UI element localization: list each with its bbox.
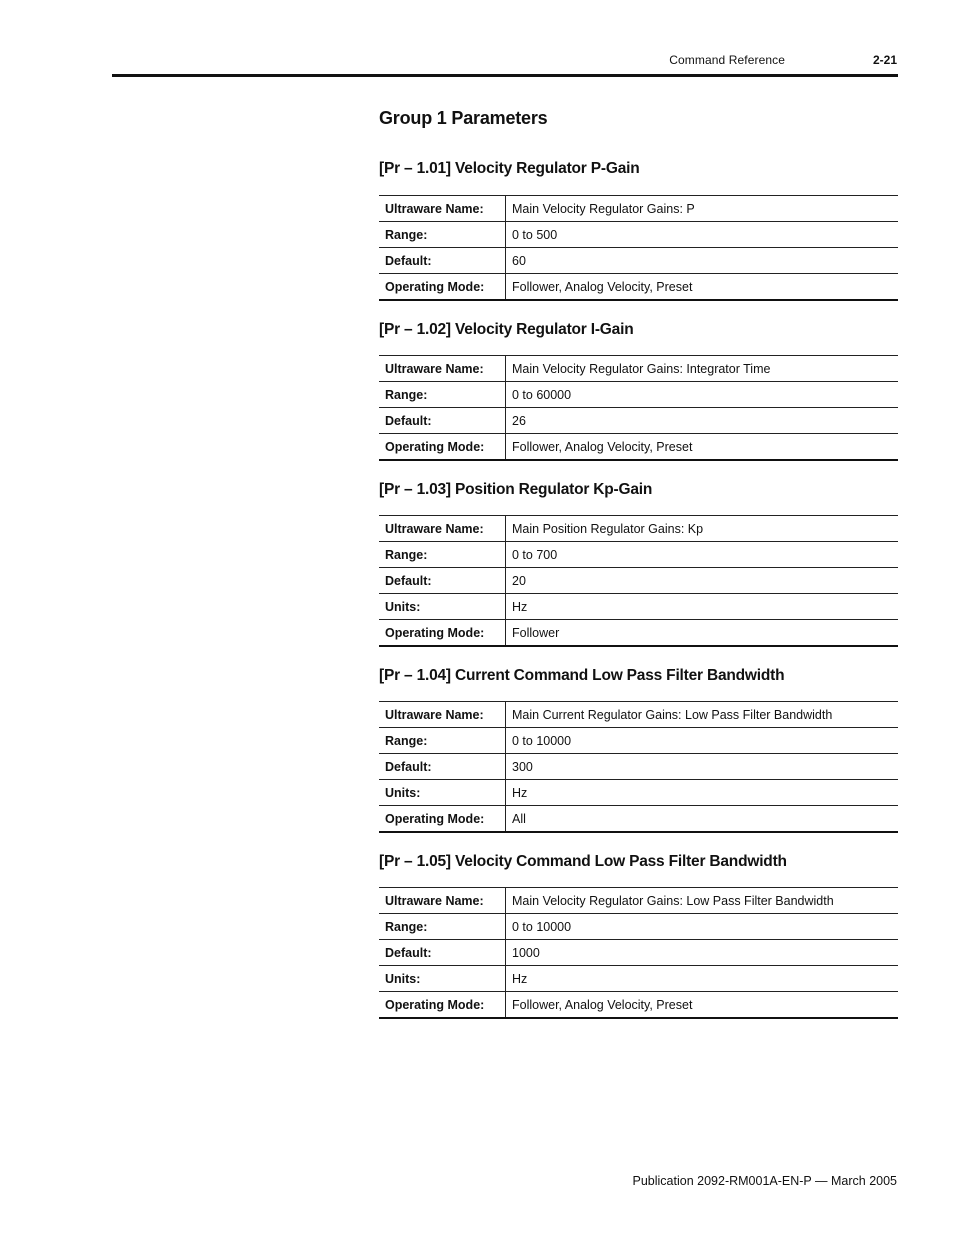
row-label: Ultraware Name: bbox=[379, 196, 506, 222]
row-value: 0 to 500 bbox=[506, 222, 899, 248]
page-header bbox=[0, 53, 897, 67]
row-value: All bbox=[506, 806, 899, 833]
row-label: Ultraware Name: bbox=[379, 888, 506, 914]
page-footer: Publication 2092-RM001A-EN-P — March 2005 bbox=[632, 1174, 897, 1188]
row-value: 0 to 10000 bbox=[506, 914, 899, 940]
table-row bbox=[379, 914, 898, 940]
table-row bbox=[379, 222, 898, 248]
table-row bbox=[379, 196, 898, 222]
row-label: Range: bbox=[379, 914, 506, 940]
table-row bbox=[379, 992, 898, 1019]
row-label: Operating Mode: bbox=[379, 620, 506, 647]
row-value: 26 bbox=[506, 408, 899, 434]
row-value: 300 bbox=[506, 754, 899, 780]
row-value: 0 to 60000 bbox=[506, 382, 899, 408]
row-label: Range: bbox=[379, 728, 506, 754]
row-value: 1000 bbox=[506, 940, 899, 966]
table-row bbox=[379, 382, 898, 408]
row-value: Main Velocity Regulator Gains: Low Pass Filter Bandwidth bbox=[506, 888, 899, 914]
param-table bbox=[379, 701, 898, 833]
row-value: 60 bbox=[506, 248, 899, 274]
row-value: Follower, Analog Velocity, Preset bbox=[506, 274, 899, 301]
table-row bbox=[379, 728, 898, 754]
row-value: Follower, Analog Velocity, Preset bbox=[506, 992, 899, 1019]
row-value: 0 to 10000 bbox=[506, 728, 899, 754]
table-row bbox=[379, 702, 898, 728]
row-value: Main Position Regulator Gains: Kp bbox=[506, 516, 899, 542]
group-title: Group 1 Parameters bbox=[379, 108, 548, 128]
row-value: Main Current Regulator Gains: Low Pass Filter Bandwidth bbox=[506, 702, 899, 728]
row-value: Main Velocity Regulator Gains: P bbox=[506, 196, 899, 222]
param-table bbox=[379, 515, 898, 647]
param-heading: [Pr – 1.02] Velocity Regulator I-Gain bbox=[379, 321, 634, 338]
table-row bbox=[379, 434, 898, 461]
row-label: Range: bbox=[379, 382, 506, 408]
table-row bbox=[379, 516, 898, 542]
row-value: Hz bbox=[506, 594, 899, 620]
row-label: Ultraware Name: bbox=[379, 702, 506, 728]
header-section-title: Command Reference bbox=[669, 53, 785, 67]
param-section-1-05 bbox=[379, 852, 898, 1019]
table-row bbox=[379, 780, 898, 806]
row-label: Default: bbox=[379, 568, 506, 594]
row-label: Units: bbox=[379, 594, 506, 620]
row-value: Hz bbox=[506, 966, 899, 992]
row-label: Ultraware Name: bbox=[379, 516, 506, 542]
param-table bbox=[379, 887, 898, 1019]
param-table bbox=[379, 195, 898, 301]
row-value: Hz bbox=[506, 780, 899, 806]
header-page-number: 2-21 bbox=[872, 53, 897, 67]
row-label: Operating Mode: bbox=[379, 434, 506, 461]
row-label: Range: bbox=[379, 542, 506, 568]
table-row bbox=[379, 408, 898, 434]
table-row bbox=[379, 542, 898, 568]
row-value: Follower bbox=[506, 620, 899, 647]
header-rule bbox=[112, 74, 898, 77]
table-row bbox=[379, 568, 898, 594]
table-row bbox=[379, 806, 898, 833]
table-row bbox=[379, 754, 898, 780]
row-label: Default: bbox=[379, 940, 506, 966]
row-label: Operating Mode: bbox=[379, 274, 506, 301]
row-label: Range: bbox=[379, 222, 506, 248]
param-section-1-03 bbox=[379, 480, 898, 647]
table-row bbox=[379, 274, 898, 301]
param-section-1-04 bbox=[379, 666, 898, 833]
row-label: Ultraware Name: bbox=[379, 356, 506, 382]
param-table bbox=[379, 355, 898, 461]
row-label: Units: bbox=[379, 780, 506, 806]
row-label: Operating Mode: bbox=[379, 806, 506, 833]
table-row bbox=[379, 594, 898, 620]
table-row bbox=[379, 888, 898, 914]
row-value: Main Velocity Regulator Gains: Integrator Time bbox=[506, 356, 899, 382]
row-label: Default: bbox=[379, 408, 506, 434]
row-label: Default: bbox=[379, 754, 506, 780]
table-row bbox=[379, 620, 898, 647]
row-label: Default: bbox=[379, 248, 506, 274]
row-value: 20 bbox=[506, 568, 899, 594]
row-label: Units: bbox=[379, 966, 506, 992]
param-heading: [Pr – 1.04] Current Command Low Pass Filter Bandwidth bbox=[379, 667, 785, 684]
row-label: Operating Mode: bbox=[379, 992, 506, 1019]
row-value: Follower, Analog Velocity, Preset bbox=[506, 434, 899, 461]
param-heading: [Pr – 1.05] Velocity Command Low Pass Filter Bandwidth bbox=[379, 853, 787, 870]
param-section-1-01 bbox=[379, 159, 898, 301]
row-value: 0 to 700 bbox=[506, 542, 899, 568]
param-heading: [Pr – 1.01] Velocity Regulator P-Gain bbox=[379, 160, 640, 177]
param-heading: [Pr – 1.03] Position Regulator Kp-Gain bbox=[379, 481, 653, 498]
param-section-1-02 bbox=[379, 320, 898, 461]
table-row bbox=[379, 940, 898, 966]
table-row bbox=[379, 966, 898, 992]
main-content bbox=[379, 106, 898, 1019]
table-row bbox=[379, 356, 898, 382]
table-row bbox=[379, 248, 898, 274]
